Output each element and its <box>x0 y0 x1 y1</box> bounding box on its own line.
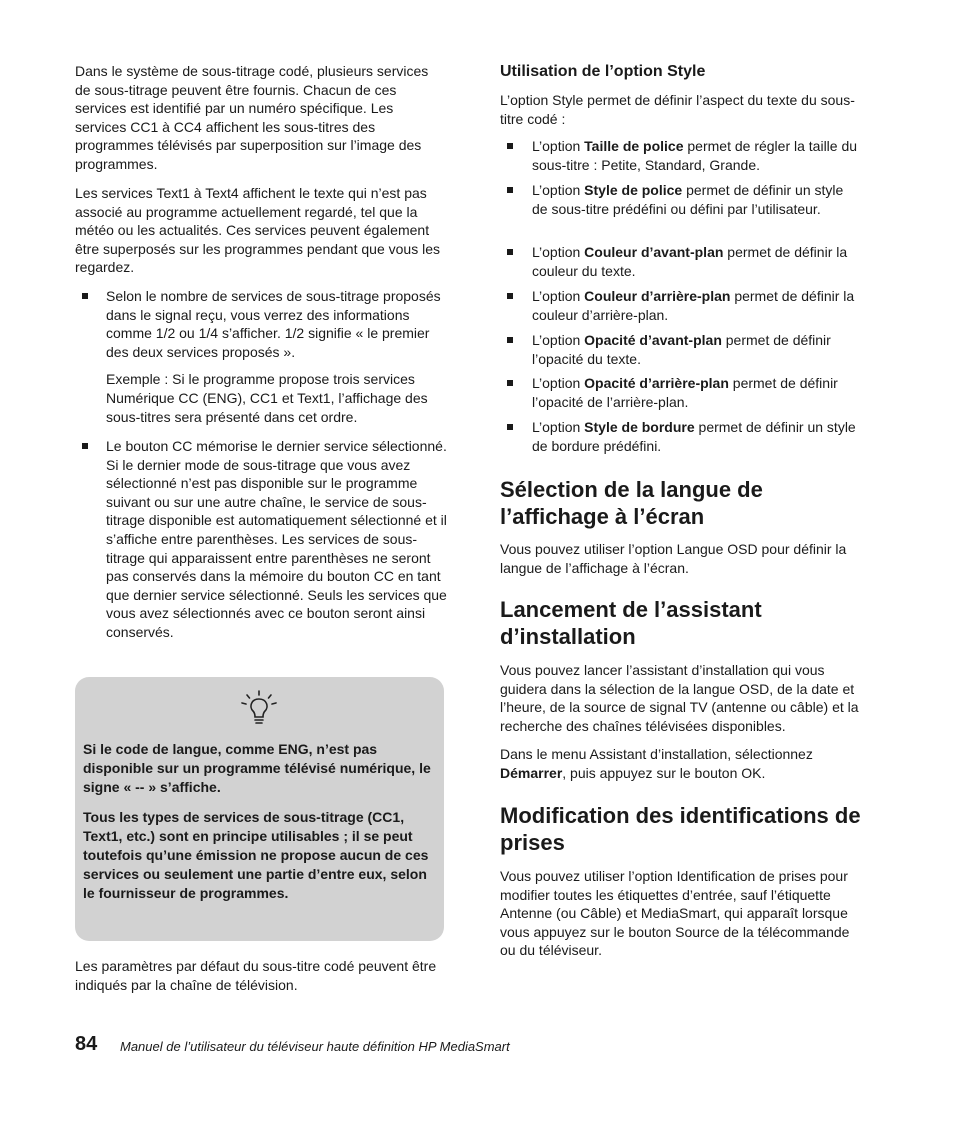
list-item <box>500 137 870 174</box>
list-item <box>500 331 870 368</box>
section-heading-langue: Sélection de la langue de l’affichage à l’écran <box>500 477 763 529</box>
style-heading: Utilisation de l’option Style <box>500 63 706 80</box>
bullet-text: Selon le nombre de services de sous-titrage proposés dans le signal reçu, vous verrez des informations comme 1/2 ou 1/4 s’afficher. 1/2 signifie « le premier des deux services proposés ». <box>106 288 441 360</box>
list-item <box>500 287 870 324</box>
option-text: L’option Opacité d’avant-plan permet de définir l’opacité du texte. <box>532 332 831 367</box>
assistant-paragraph-1: Vous pouvez lancer l’assistant d’installation qui vous guidera dans la sélection de la langue OSD, de la date et l’heure, de la source de signal TV (antenne ou câble) et la recherche des chaînes télévisées disponibles. <box>500 662 859 734</box>
assistant-paragraph-2: Dans le menu Assistant d’installation, sélectionnez Démarrer, puis appuyez sur le bouton OK. <box>500 746 813 781</box>
option-text: L’option Style de bordure permet de définir un style de bordure prédéfini. <box>532 419 856 454</box>
page-number: 84 <box>75 1033 98 1055</box>
style-intro: L’option Style permet de définir l’aspect du texte du sous-titre codé : <box>500 92 855 127</box>
example-text: Exemple : Si le programme propose trois services Numérique CC (ENG), CC1 et Text1, l’affichage des sous-titres sera présenté dans cet ordre. <box>106 371 428 425</box>
bullet-square-icon <box>507 337 513 343</box>
list-item <box>75 287 447 426</box>
option-text: L’option Couleur d’arrière-plan permet de définir la couleur d’arrière-plan. <box>532 288 855 323</box>
section-heading-prises: Modification des identifications de prises <box>500 803 861 855</box>
bullet-square-icon <box>507 424 513 430</box>
tip-note-2: Tous les types de services de sous-titrage (CC1, Text1, etc.) sont en principe utilisables ; il se peut toutefois qu’une émission ne propose aucun de ces services ou seulement une partie d’entre eux, selon le fournisseur de programmes. <box>83 809 429 901</box>
list-item <box>500 418 870 455</box>
list-item <box>75 437 447 642</box>
bullet-square-icon <box>507 187 513 193</box>
text-services-paragraph: Les services Text1 à Text4 affichent le texte qui n’est pas associé au programme actuellement regardé, tel que la météo ou les actualités. Ces services peuvent également être superposés sur les programmes pendant que vous les regardez. <box>75 185 440 276</box>
defaults-paragraph: Les paramètres par défaut du sous-titre codé peuvent être indiqués par la chaîne de télévision. <box>75 958 437 993</box>
tip-box <box>75 677 444 941</box>
prises-paragraph: Vous pouvez utiliser l’option Identification de prises pour modifier toutes les étiquettes d’entrée, sauf l’étiquette Antenne (ou Câble) et MediaSmart, qui apparaît lorsque vous appuyez sur le bouton Source de la télécommande ou du téléviseur. <box>500 868 850 959</box>
list-item <box>500 243 870 280</box>
list-item <box>500 181 870 218</box>
option-text: L’option Couleur d’avant-plan permet de définir la couleur du texte. <box>532 244 848 279</box>
bullet-square-icon <box>507 293 513 299</box>
option-text: L’option Taille de police permet de régler la taille du sous-titre : Petite, Standard, Grande. <box>532 138 858 173</box>
lightbulb-icon <box>239 689 279 729</box>
bullet-square-icon <box>507 249 513 255</box>
section-heading-assistant: Lancement de l’assistant d’installation <box>500 597 762 649</box>
list-item <box>500 374 870 411</box>
bullet-square-icon <box>507 143 513 149</box>
option-text: L’option Style de police permet de définir un style de sous-titre prédéfini ou défini par l’utilisateur. <box>532 182 844 217</box>
bullet-square-icon <box>507 380 513 386</box>
intro-paragraph: Dans le système de sous-titrage codé, plusieurs services de sous-titrage peuvent être fournis. Chacun de ces services est identifié par un numéro spécifique. Les services CC1 à CC4 affichent les sous-titres des programmes télévisés par superposition sur l’image des programmes. <box>75 63 429 172</box>
bullet-text: Le bouton CC mémorise le dernier service sélectionné. Si le dernier mode de sous-titrage que vous avez sélectionné n’est pas disponible sur le programme suivant ou sur une autre chaîne, le service de sous-titrage disponible est automatiquement sélectionné et il s’affiche entre parenthèses. Les services de sous-titrage qui apparaissent entre parenthèses ne seront pas conservés dans la mémoire du bouton CC en tant que dernier service sélectionné. Seuls les services que vous avez sélectionnés avec ce bouton seront ainsi conservés. <box>106 438 447 640</box>
footer-title: Manuel de l’utilisateur du téléviseur haute définition HP MediaSmart <box>120 1039 510 1054</box>
option-text: L’option Opacité d’arrière-plan permet de définir l’opacité de l’arrière-plan. <box>532 375 838 410</box>
tip-note-1: Si le code de langue, comme ENG, n’est pas disponible sur un programme télévisé numérique, le signe « -- » s’affiche. <box>83 741 431 795</box>
bullet-square-icon <box>82 443 88 449</box>
langue-paragraph: Vous pouvez utiliser l’option Langue OSD pour définir la langue de l’affichage à l’écran. <box>500 541 847 576</box>
bullet-square-icon <box>82 293 88 299</box>
